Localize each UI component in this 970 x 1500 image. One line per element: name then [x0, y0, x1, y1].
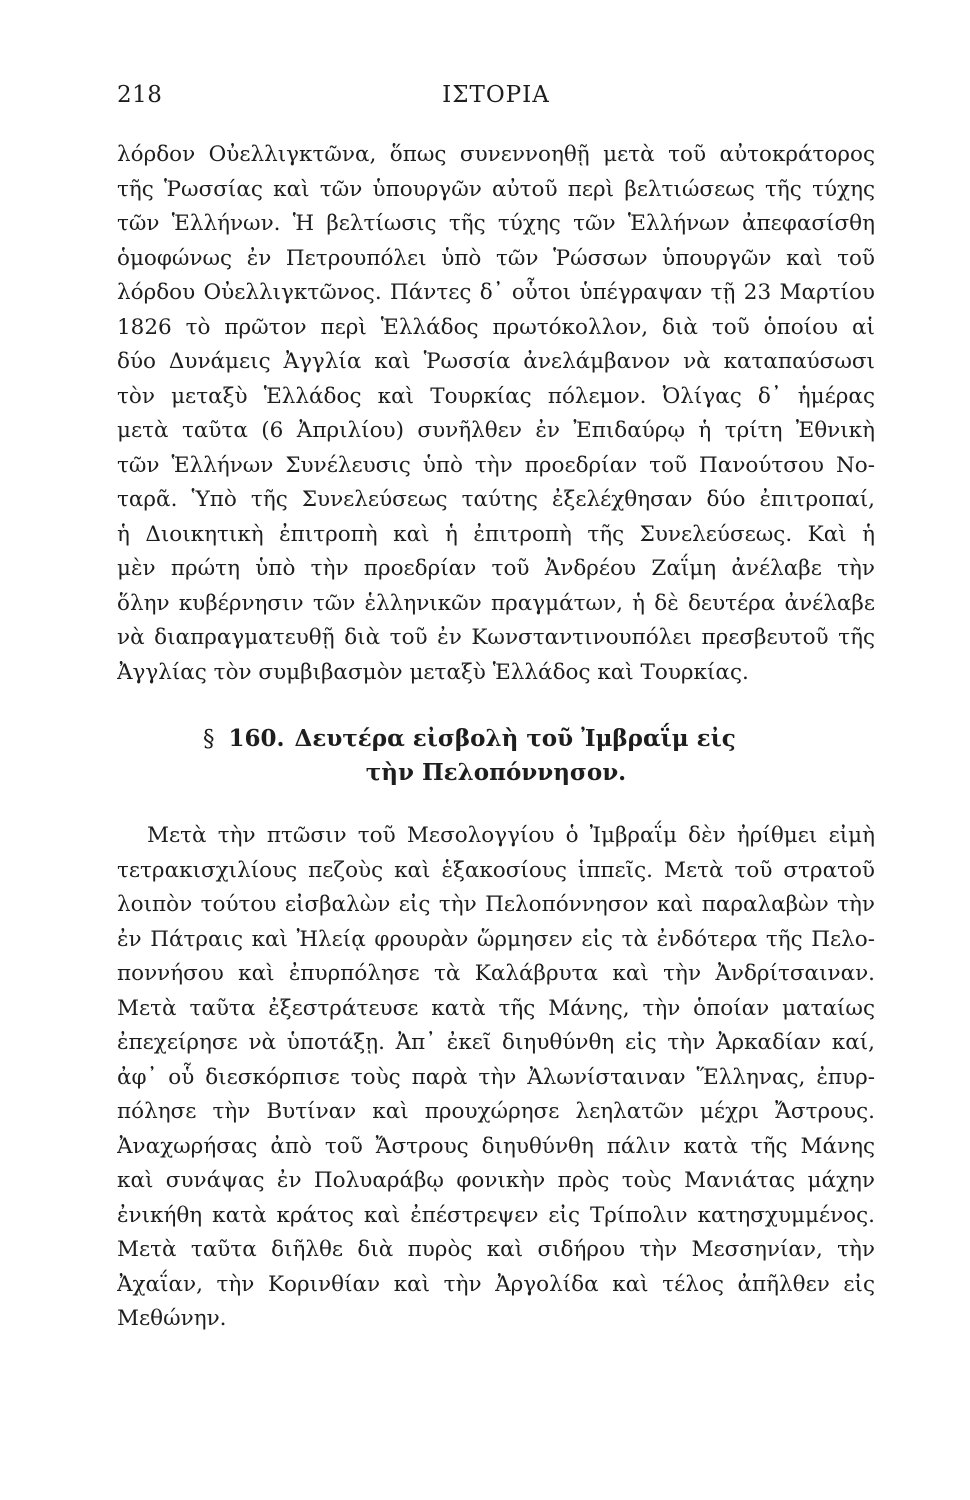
text-line: Μετὰ ταῦτα ἐξεστράτευσε κατὰ τῆς Μάνης, τὴν ὁποίαν ματαίως [117, 995, 875, 1021]
text-line: ποννήσου καὶ ἐπυρπόλησε τὰ Καλάβρυτα καὶ τὴν Ἀνδρίτσαιναν. [117, 961, 875, 986]
paragraph-1 [117, 138, 875, 690]
section-heading-line-1 [117, 722, 875, 756]
text-line: Μεθώνην. [117, 1306, 227, 1331]
text-line: λοιπὸν τούτου εἰσβαλὼν εἰς τὴν Πελοπόννησον καὶ παραλαβὼν τὴν [117, 892, 875, 917]
text-line: ἡ Διοικητικὴ ἐπιτροπὴ καὶ ἡ ἐπιτροπὴ τῆς Συνελεύσεως. Καὶ ἡ [117, 521, 875, 547]
text-line: ἐπεχείρησε νὰ ὑποτάξῃ. Ἀπ᾽ ἐκεῖ διηυθύνθη εἰς τὴν Ἀρκαδίαν καί, [117, 1030, 875, 1055]
text-line: ὁμοφώνως ἐν Πετρουπόλει ὑπὸ τῶν Ῥώσσων ὑπουργῶν καὶ τοῦ [117, 245, 875, 271]
text-line: ἐνικήθη κατὰ κράτος καὶ ἐπέστρεψεν εἰς Τρίπολιν κατησχυμμένος. [117, 1202, 875, 1228]
text-line: μετὰ ταῦτα (6 Ἀπριλίου) συνῆλθεν ἐν Ἐπιδαύρῳ ἡ τρίτη Ἐθνικὴ [117, 418, 875, 443]
paragraph-2 [117, 819, 875, 1337]
text-line: τῶν Ἑλλήνων Συνέλευσις ὑπὸ τὴν προεδρίαν τοῦ Πανούτσου Νο- [117, 452, 875, 478]
text-line: λόρδου Οὐελλιγκτῶνος. Πάντες δ᾽ οὗτοι ὑπέγραψαν τῇ 23 Μαρτίου [117, 280, 875, 305]
text-line: νὰ διαπραγματευθῇ διὰ τοῦ ἐν Κωνσταντινουπόλει πρεσβευτοῦ τῆς [117, 625, 875, 650]
text-line: Ἀναχωρήσας ἀπὸ τοῦ Ἄστρους διηυθύνθη πάλιν κατὰ τῆς Μάνης [117, 1133, 875, 1159]
text-line: ταρᾶ. Ὑπὸ τῆς Συνελεύσεως ταύτης ἐξελέχθησαν δύο ἐπιτροπαί, [117, 487, 875, 512]
section-title-part-2: τὴν Πελοπόννησον. [365, 759, 627, 786]
section-number: 160. [228, 725, 285, 752]
text-line: ὅλην κυβέρνησιν τῶν ἑλληνικῶν πραγμάτων, ἡ δὲ δευτέρα ἀνέλαβε [117, 590, 875, 616]
text-line: πόλησε τὴν Βυτίναν καὶ προυχώρησε λεηλατῶν μέχρι Ἄστρους. [117, 1099, 875, 1124]
running-head [117, 82, 875, 118]
page-number: 218 [117, 82, 163, 108]
running-title: ΙΣΤΟΡΙΑ [442, 82, 550, 108]
text-line: ἀφ᾽ οὗ διεσκόρπισε τοὺς παρὰ τὴν Ἀλωνίσταιναν Ἕλληνας, ἐπυρ- [117, 1064, 875, 1090]
text-line: Ἀγγλίας τὸν συμβιβασμὸν μεταξὺ Ἑλλάδος καὶ Τουρκίας. [117, 659, 749, 685]
text-line: τετρακισχιλίους πεζοὺς καὶ ἑξακοσίους ἱππεῖς. Μετὰ τοῦ στρατοῦ [117, 857, 875, 883]
text-line: μὲν πρώτη ὑπὸ τὴν προεδρίαν τοῦ Ἀνδρέου Ζαΐμη ἀνέλαβε τὴν [117, 556, 875, 581]
text-line: καὶ συνάψας ἐν Πολυαράβῳ φονικὴν πρὸς τοὺς Μανιάτας μάχην [117, 1168, 875, 1193]
section-title-part-1: Δευτέρα εἰσβολὴ τοῦ Ἰμβραΐμ εἰς [294, 725, 736, 752]
text-line: λόρδον Οὐελλιγκτῶνα, ὅπως συνεννοηθῇ μετὰ τοῦ αὐτοκράτορος [117, 142, 875, 167]
text-line: Ἀχαΐαν, τὴν Κορινθίαν καὶ τὴν Ἀργολίδα καὶ τέλος ἀπῆλθεν εἰς [117, 1271, 875, 1297]
section-heading [117, 722, 875, 790]
text-line: τῶν Ἑλλήνων. Ἡ βελτίωσις τῆς τύχης τῶν Ἑλλήνων ἀπεφασίσθη [117, 211, 875, 236]
text-line: Μετὰ ταῦτα διῆλθε διὰ πυρὸς καὶ σιδήρου τὴν Μεσσηνίαν, τὴν [117, 1237, 875, 1262]
text-line: δύο Δυνάμεις Ἀγγλία καὶ Ῥωσσία ἀνελάμβανον νὰ καταπαύσωσι [117, 349, 875, 374]
text-line: Μετὰ τὴν πτῶσιν τοῦ Μεσολογγίου ὁ Ἰμβραΐμ δὲν ἠρίθμει εἰμὴ [147, 823, 875, 848]
text-line: ἐν Πάτραις καὶ Ἠλείᾳ φρουρὰν ὥρμησεν εἰς τὰ ἐνδότερα τῆς Πελο- [117, 926, 875, 952]
text-line: 1826 τὸ πρῶτον περὶ Ἑλλάδος πρωτόκολλον, διὰ τοῦ ὁποίου αἱ [117, 314, 875, 340]
section-sign: § [203, 726, 215, 752]
text-line: τῆς Ῥωσσίας καὶ τῶν ὑπουργῶν αὐτοῦ περὶ βελτιώσεως τῆς τύχης [117, 176, 875, 202]
text-line: τὸν μεταξὺ Ἑλλάδος καὶ Τουρκίας πόλεμον. Ὀλίγας δ᾽ ἡμέρας [117, 383, 875, 409]
